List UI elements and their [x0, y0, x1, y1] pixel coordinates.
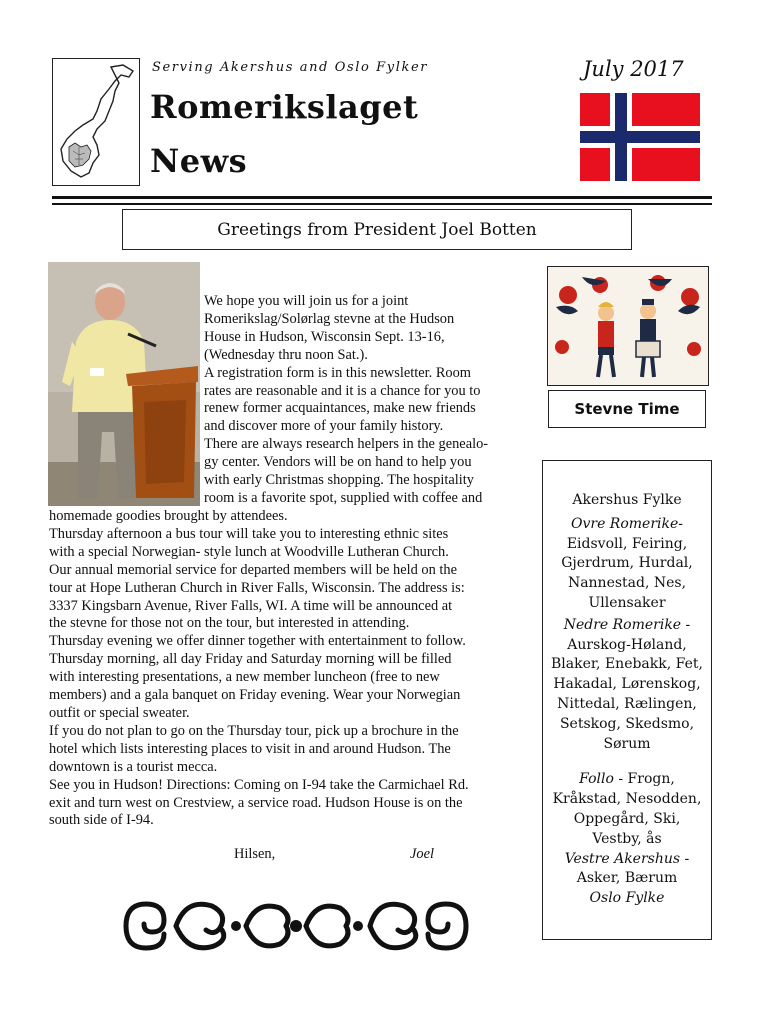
header-rule-thin: [52, 203, 712, 205]
article-line: renew former acquaintances, make new friends: [204, 400, 476, 417]
article-line: with early Christmas shopping. The hospitality: [204, 472, 474, 489]
scroll-ornament-icon: [116, 888, 476, 964]
follo-list: - Frogn, Kråkstad, Nesodden, Oppegård, Ski, Vestby, ås: [552, 771, 702, 847]
article-line: and discover more of your family history.: [204, 418, 444, 435]
norway-map-logo: [52, 58, 140, 186]
folk-dancers-illustration: [547, 266, 709, 386]
issue-date: July 2017: [583, 57, 684, 81]
article-line: downtown is a tourist mecca.: [49, 758, 218, 775]
akershus-heading: Akershus Fylke: [572, 492, 682, 508]
article-line: south side of I-94.: [49, 812, 154, 829]
article-line: Thursday morning, all day Friday and Saturday morning will be filled: [49, 651, 452, 668]
article-line: If you do not plan to go on the Thursday tour, pick up a brochure in the: [49, 722, 459, 739]
signature: Joel: [410, 846, 434, 862]
sign-off: Hilsen,: [234, 846, 276, 862]
article-line: with a special Norwegian- style lunch at Woodville Lutheran Church.: [49, 543, 449, 560]
oslo-fylke-label: Oslo Fylke: [589, 890, 665, 907]
newsletter-title: Romerikslaget: [150, 88, 419, 126]
stevne-time-caption: Stevne Time: [548, 390, 706, 428]
article-line: with interesting presentations, a new member luncheon (free to new: [49, 669, 440, 686]
article-line: Thursday afternoon a bus tour will take you to interesting ethnic sites: [49, 525, 449, 542]
norway-map-icon: [53, 59, 138, 184]
article-line: homemade goodies brought by attendees.: [49, 508, 288, 524]
article-line: Romerikslag/Solørlag stevne at the Hudson: [204, 310, 455, 327]
article-line: House in Hudson, Wisconsin Sept. 13-16,: [204, 328, 445, 345]
article-line: We hope you will join us for a joint: [204, 293, 409, 309]
president-photo: [48, 262, 200, 506]
greeting-heading: Greetings from President Joel Botten: [122, 209, 632, 250]
vestre-akershus-label: Vestre Akershus -: [564, 850, 690, 867]
serving-subtitle: Serving Akershus and Oslo Fylker: [152, 60, 429, 75]
article-line: room is a favorite spot, supplied with coffee and: [204, 489, 483, 506]
vestre-akershus-list: Asker, Bærum: [576, 870, 678, 887]
ovre-romerike-list: Eidsvoll, Feiring, Gjerdrum, Hurdal, Nannestad, Nes, Ullensaker: [561, 535, 693, 611]
article-line: Our annual memorial service for departed members will be held on the: [49, 561, 457, 578]
article-line: There are always research helpers in the genealo-: [204, 436, 489, 453]
article-line: rates are reasonable and it is a chance for you to: [204, 382, 481, 399]
article-intro: [204, 293, 524, 508]
article-line: members) and a gala banquet on Friday evening. Wear your Norwegian: [49, 687, 461, 704]
article-line: See you in Hudson! Directions: Coming on I-94 take the Carmichael Rd.: [49, 776, 469, 793]
article-line: outfit or special sweater.: [49, 704, 190, 721]
nedre-romerike-label: Nedre Romerike -: [563, 616, 691, 633]
article-line: tour at Hope Lutheran Church in River Falls, Wisconsin. The address is:: [49, 579, 465, 596]
article-line: hotel which lists interesting places to visit in and around Hudson. The: [49, 740, 451, 757]
newsletter-title-news: News: [150, 142, 248, 180]
flag-cross-blue-h: [580, 131, 700, 143]
header-rule-thick: [52, 196, 712, 199]
article-line: (Wednesday thru noon Sat.).: [204, 346, 368, 363]
article-line: exit and turn west on Crestview, a service road. Hudson House is on the: [49, 794, 463, 811]
nedre-romerike-list: Aurskog-Høland, Blaker, Enebakk, Fet, Hakadal, Lørenskog, Nittedal, Rælingen, Setskog, Skedsmo, Sørum: [551, 636, 703, 752]
article-line: gy center. Vendors will be on hand to help you: [204, 454, 472, 471]
norwegian-flag-icon: [580, 93, 700, 181]
follo-label: Follo: [579, 771, 614, 788]
article-body: [49, 508, 529, 830]
article-line: Thursday evening we offer dinner together with entertainment to follow.: [49, 633, 466, 650]
article-line: the stevne for those not on the tour, but interested in attending.: [49, 615, 410, 632]
article-line: A registration form is in this newsletter. Room: [204, 364, 471, 381]
article-line: 3337 Kingsbarn Avenue, River Falls, WI. A time will be announced at: [49, 597, 453, 614]
ovre-romerike-label: Ovre Romerike-: [570, 515, 683, 532]
fylke-areas-box: [542, 460, 712, 940]
